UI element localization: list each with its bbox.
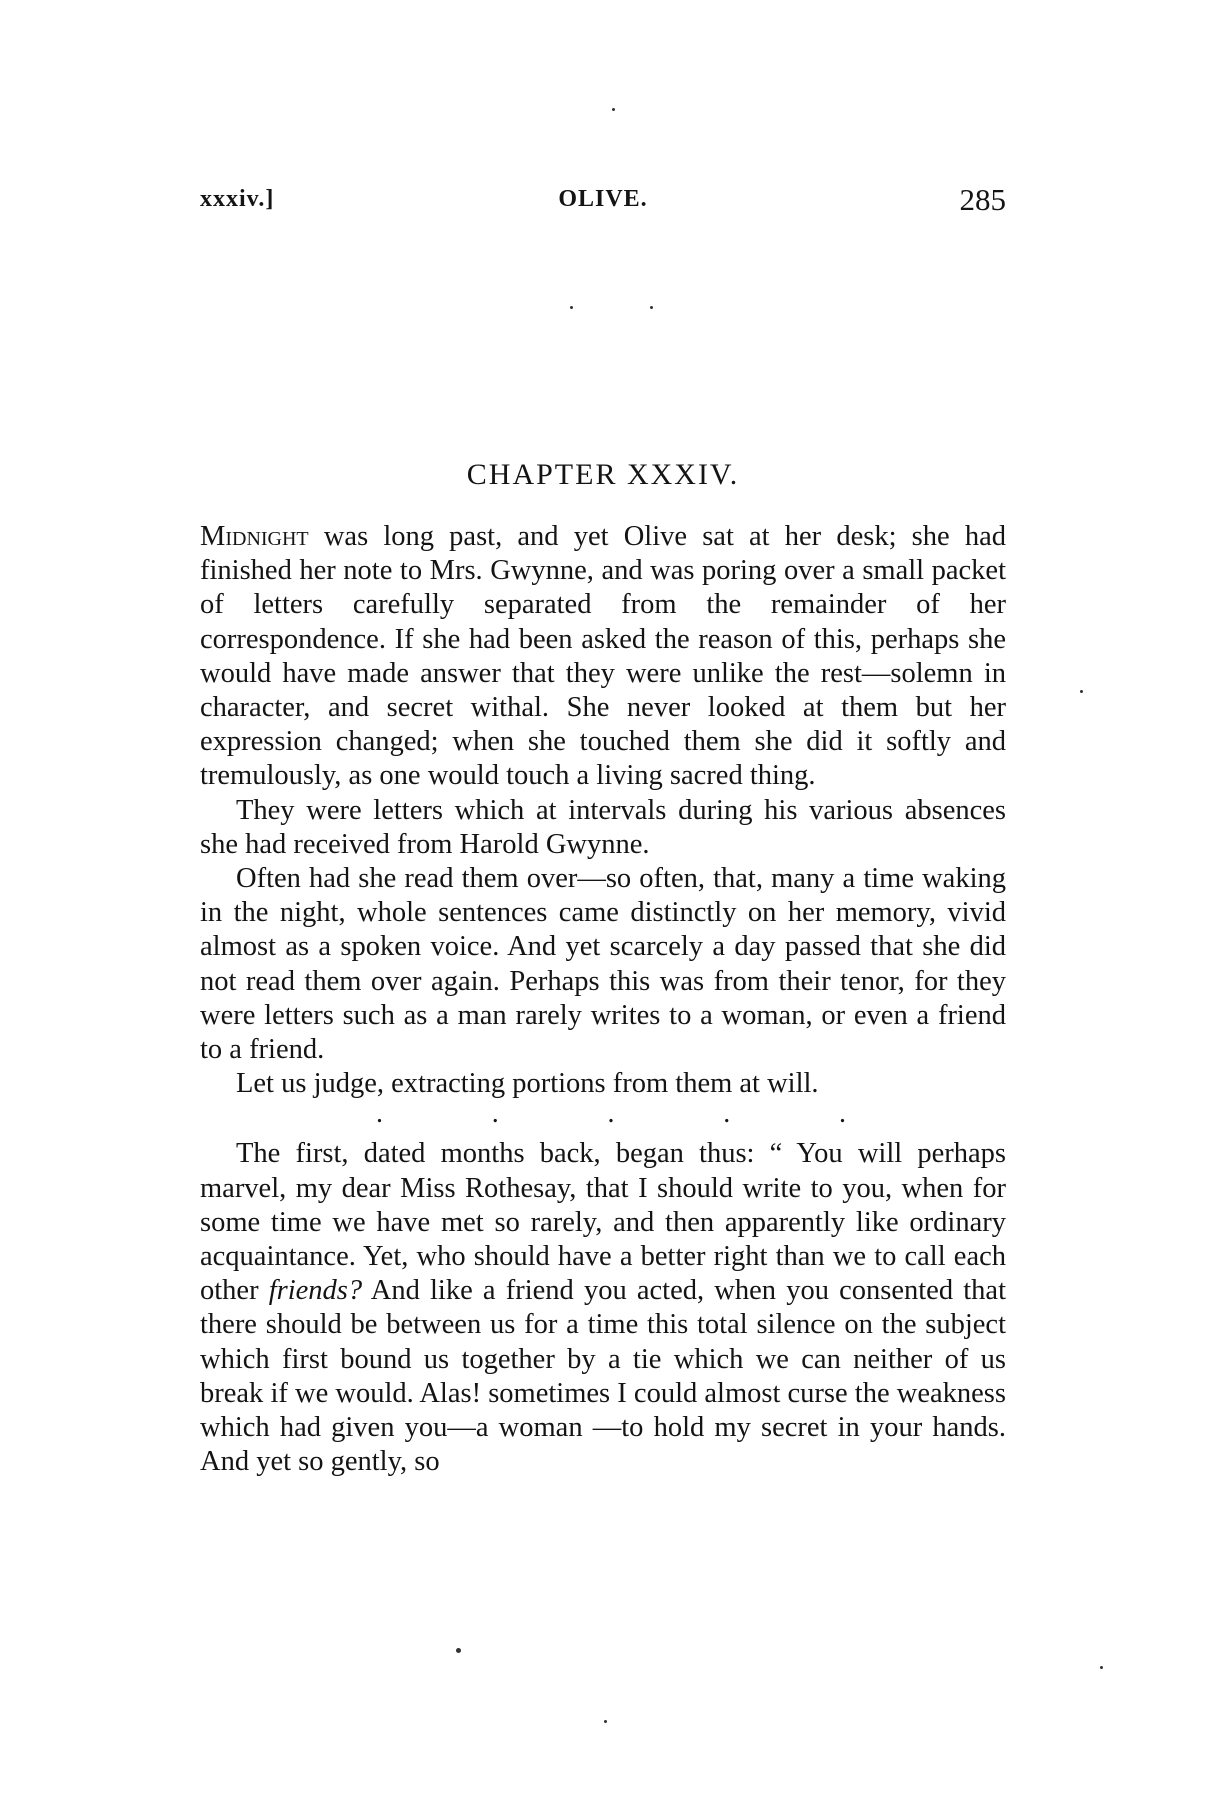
scan-speck (604, 1720, 607, 1723)
paragraph-1-text: was long past, and yet Olive sat at her desk; she had finished her note to Mrs. Gwynne, and was poring over a small packet of letters carefully separated from the remainder of her correspondence. If she had been asked the reason of this, perhaps she would have made answer that they were unlike the rest—solemn in character, and secret withal. She never looked at them but her expression changed; when she touched them she did it softly and tremulously, as one would touch a living sacred thing. (200, 521, 1006, 792)
section-break (376, 1098, 846, 1131)
page-number: 285 (959, 182, 1006, 217)
section-break-dot: . (376, 1098, 383, 1130)
paragraph-2: They were letters which at intervals during his various absences she had received from Harold Gwynne. (200, 794, 1006, 860)
chapter-title: CHAPTER XXXIV. (466, 458, 740, 491)
paragraph-5 (200, 1137, 1006, 1479)
section-break-dot: . (607, 1098, 615, 1130)
scan-speck (650, 306, 653, 309)
section-break-dot: . (491, 1098, 499, 1130)
scan-speck (570, 306, 573, 309)
scan-speck (612, 108, 615, 111)
running-head-chapter: xxxiv.] (200, 186, 275, 212)
paragraph-5-emphasis: friends? (268, 1275, 363, 1307)
scan-speck (1100, 1666, 1103, 1669)
paragraph-3: Often had she read them over—so often, that, many a time waking in the night, whole sentences came distinctly on her memory, vivid almost as a spoken voice. And yet scarcely a day passed that she did not read them over again. Perhaps this was from their tenor, for they were letters such as a man rarely writes to a woman, or even a friend to a friend. (200, 863, 1006, 1066)
section-break-dot: . (723, 1098, 731, 1130)
paragraph-4: Let us judge, extracting portions from them at will. (236, 1068, 819, 1100)
running-head-title: OLIVE. (558, 186, 648, 212)
section-break-dot: . (839, 1098, 846, 1130)
paragraph-5-text-a: The first, dated months back, began thus: “ You will perhaps marvel, my dear Miss Rothesay, that I should write to you, when for some time we have met so rarely, and then apparently like ordinary acquaintance. Yet, who should have a better right than we to call each other (200, 1138, 1006, 1307)
paragraph-1-lead-word: Midnight (200, 521, 309, 552)
paragraph-1 (200, 520, 1006, 794)
body-text (200, 520, 1006, 1479)
running-head (200, 182, 1006, 222)
paragraph-5-text-b: And like a friend you acted, when you consented that there should be between us for a time this total silence on the subject which first bound us together by a tie which we can neither of us break if we would. Alas! sometimes I could almost curse the weakness which had given you—a woman —to hold my secret in your hands. And yet so gently, so (200, 1275, 1006, 1478)
scan-speck (1080, 690, 1083, 693)
scan-speck (456, 1648, 461, 1653)
